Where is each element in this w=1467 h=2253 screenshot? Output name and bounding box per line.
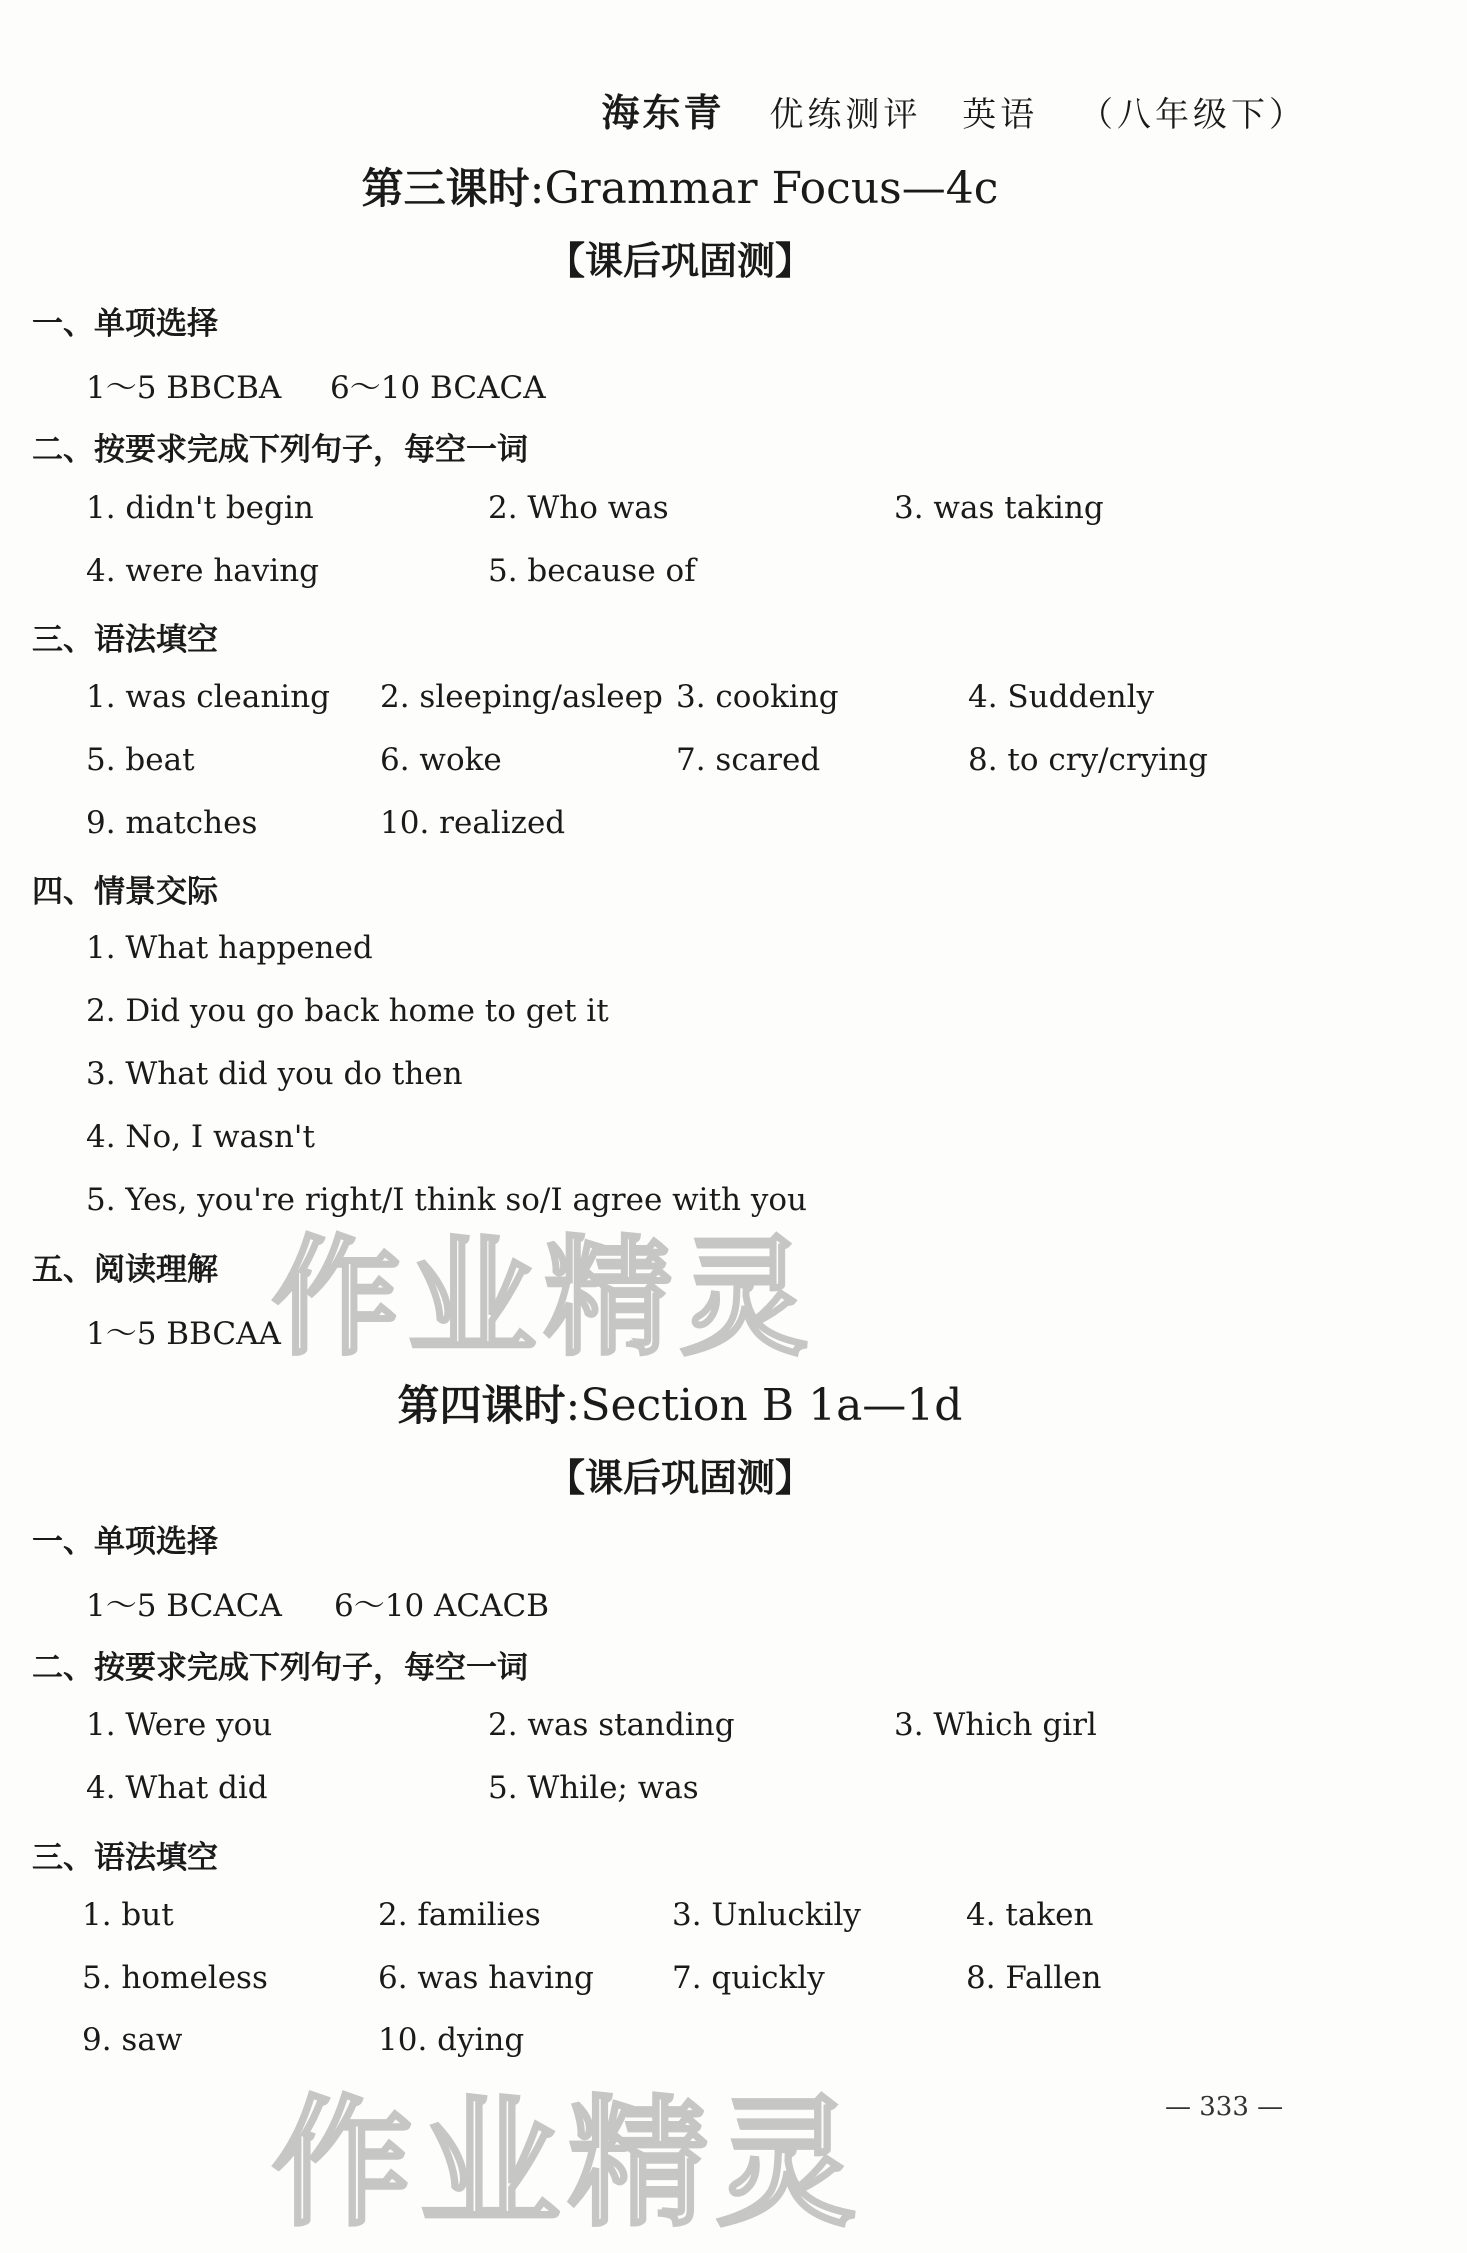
answer-item: 9. saw xyxy=(82,2022,183,2058)
header-subject: 英语 xyxy=(962,95,1039,135)
answer-item: 9. matches xyxy=(86,805,258,841)
lesson3-sec1-heading: 一、单项选择 xyxy=(32,306,218,342)
answer-item: 1. but xyxy=(82,1897,174,1933)
answer-item: 5. homeless xyxy=(82,1960,268,1996)
answer-item: 6. was having xyxy=(378,1960,594,1996)
running-header xyxy=(602,82,1307,137)
answer-item: 3. What did you do then xyxy=(86,1056,463,1092)
answer-item: 7. quickly xyxy=(672,1960,825,1996)
lesson4-title-cn: 第四课时 xyxy=(397,1381,566,1430)
answer-item: 5. While; was xyxy=(488,1770,699,1806)
lesson3-sec5-heading: 五、阅读理解 xyxy=(32,1252,218,1288)
lesson4-sec1-heading: 一、单项选择 xyxy=(32,1524,218,1560)
lesson4-sec2-heading: 二、按要求完成下列句子，每空一词 xyxy=(32,1650,528,1686)
lesson3-sec4-heading: 四、情景交际 xyxy=(32,874,218,910)
watermark-top: 作业精灵 xyxy=(272,1224,817,1373)
answer-item: 3. Which girl xyxy=(894,1707,1097,1743)
answer-item: 3. Unluckily xyxy=(672,1897,861,1933)
answer-item: 1. was cleaning xyxy=(86,679,331,715)
lesson3-sec2-heading: 二、按要求完成下列句子，每空一词 xyxy=(32,432,528,468)
lesson3-title-cn: 第三课时 xyxy=(361,164,530,213)
lesson4-title xyxy=(0,1373,1360,1433)
answer-item: 4. What did xyxy=(86,1770,268,1806)
watermark-bottom: 作业精灵 xyxy=(272,2083,865,2246)
answer-item: 1. Were you xyxy=(86,1707,273,1743)
answer-item: 6. woke xyxy=(380,742,502,778)
answer-item: 8. Fallen xyxy=(966,1960,1102,1996)
lesson4-box-title: 【课后巩固测】 xyxy=(546,1456,813,1500)
header-series: 优练测评 xyxy=(769,95,922,135)
answer-item: 3. was taking xyxy=(894,490,1104,526)
answer-item: 1. What happened xyxy=(86,930,373,966)
answer-item: 5. beat xyxy=(86,742,195,778)
answer-item: 5. Yes, you're right/I think so/I agree with you xyxy=(86,1182,808,1218)
answer-group: 1～5 BCACA xyxy=(86,1588,282,1624)
answer-item: 4. No, I wasn't xyxy=(86,1119,315,1155)
header-grade: （八年级下） xyxy=(1079,95,1307,135)
lesson3-title xyxy=(0,156,1360,216)
answer-item: 7. scared xyxy=(676,742,821,778)
lesson4-title-en: :Section B 1a—1d xyxy=(565,1380,963,1431)
answer-item: 2. was standing xyxy=(488,1707,735,1743)
answer-item: 4. taken xyxy=(966,1897,1094,1933)
answer-item: 8. to cry/crying xyxy=(968,742,1208,778)
answer-item: 10. dying xyxy=(378,2022,525,2058)
header-brand: 海东青 xyxy=(601,90,725,135)
answer-group: 1～5 BBCBA xyxy=(86,370,282,406)
lesson3-box-title: 【课后巩固测】 xyxy=(546,239,813,283)
answer-item: 2. Who was xyxy=(488,490,669,526)
answer-group: 6～10 ACACB xyxy=(334,1588,550,1624)
answer-item: 4. were having xyxy=(86,553,320,589)
answer-item: 2. families xyxy=(378,1897,541,1933)
answer-item: 1. didn't begin xyxy=(86,490,314,526)
answer-item: 2. sleeping/asleep xyxy=(380,679,663,715)
page-number: — 333 — xyxy=(1165,2092,1284,2122)
answer-item: 10. realized xyxy=(380,805,566,841)
lesson3-sec3-heading: 三、语法填空 xyxy=(32,622,218,658)
answer-item: 2. Did you go back home to get it xyxy=(86,993,609,1029)
answer-item: 4. Suddenly xyxy=(968,679,1155,715)
answer-group: 6～10 BCACA xyxy=(330,370,546,406)
lesson3-title-en: :Grammar Focus—4c xyxy=(529,163,999,214)
answer-group: 1～5 BBCAA xyxy=(86,1316,281,1352)
answer-item: 3. cooking xyxy=(676,679,839,715)
lesson4-sec3-heading: 三、语法填空 xyxy=(32,1840,218,1876)
answer-item: 5. because of xyxy=(488,553,696,589)
